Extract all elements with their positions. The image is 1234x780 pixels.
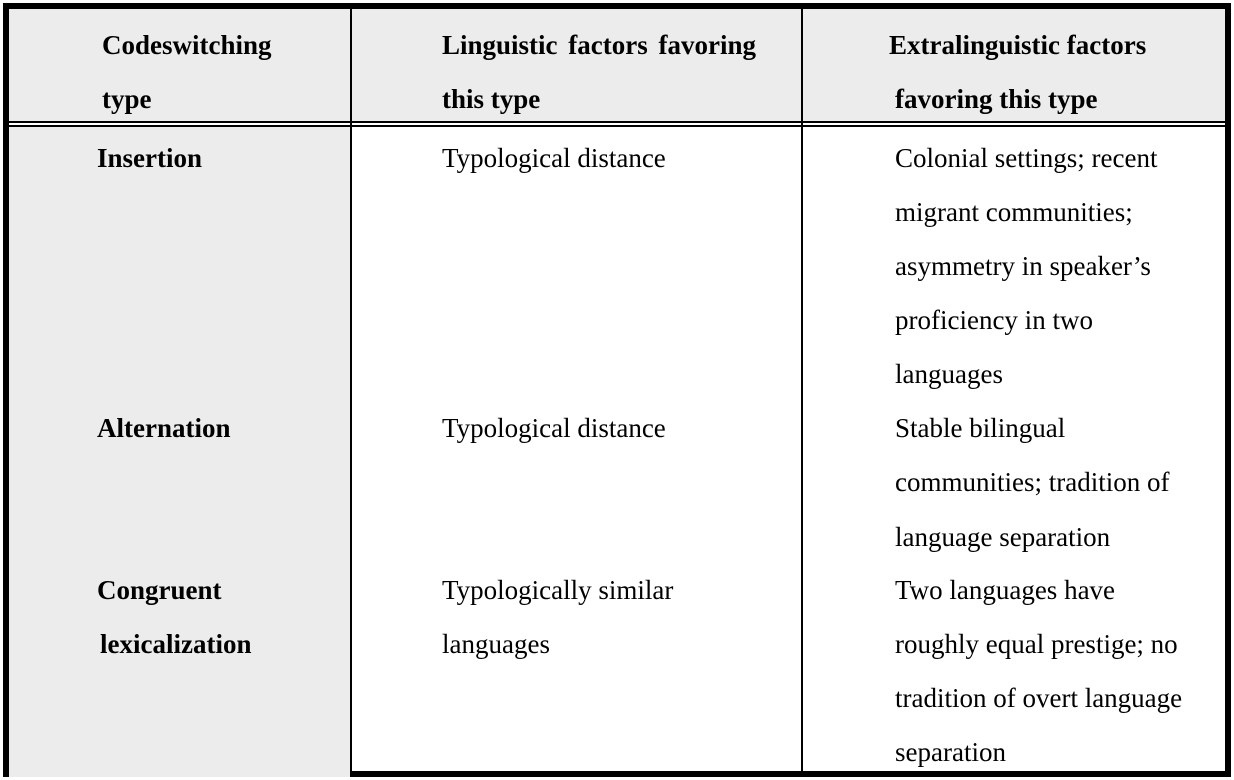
header-linguistic-factors-line-1: Linguistic factors favoring: [442, 30, 756, 60]
row-congruent-type-line-1: Congruent: [97, 575, 222, 605]
row-insertion-linguistic: Typological distance: [442, 143, 666, 173]
row-insertion-extralinguistic-line-2: migrant communities;: [895, 197, 1133, 227]
row-insertion-extralinguistic-line-5: languages: [895, 359, 1003, 389]
row-alternation-extralinguistic-line-1: Stable bilingual: [895, 413, 1066, 443]
row-alternation-type: Alternation: [97, 413, 231, 443]
row-insertion-type: Insertion: [97, 143, 203, 173]
row-insertion-extralinguistic-line-3: asymmetry in speaker’s: [895, 251, 1151, 281]
header-linguistic-factors-line-2: this type: [442, 84, 541, 114]
header-codeswitching-type-line-1: Codeswitching: [102, 30, 272, 60]
row-alternation-extralinguistic-line-2: communities; tradition of: [895, 467, 1170, 497]
column-divider: [350, 9, 352, 777]
row-congruent-extralinguistic-line-4: separation: [895, 737, 1006, 767]
row-alternation-linguistic: Typological distance: [442, 413, 666, 443]
row-congruent-extralinguistic-line-3: tradition of overt language: [895, 683, 1183, 713]
row-alternation-extralinguistic-line-3: language separation: [895, 522, 1111, 552]
row-congruent-linguistic-line-1: Typologically similar: [442, 575, 674, 605]
row-insertion-extralinguistic-line-4: proficiency in two: [895, 305, 1093, 335]
row-insertion-extralinguistic-line-1: Colonial settings; recent: [895, 143, 1158, 173]
column-divider: [801, 9, 803, 777]
row-congruent-extralinguistic-line-1: Two languages have: [895, 575, 1116, 605]
codeswitching-table: [3, 3, 1231, 777]
header-codeswitching-type-line-2: type: [102, 84, 152, 114]
header-extralinguistic-factors-line-1: Extralinguistic factors: [889, 30, 1147, 60]
header-extralinguistic-factors-line-2: favoring this type: [895, 84, 1098, 114]
row-congruent-type-line-2: lexicalization: [100, 629, 252, 659]
row-congruent-linguistic-line-2: languages: [442, 629, 550, 659]
row-congruent-extralinguistic-line-2: roughly equal prestige; no: [895, 629, 1178, 659]
